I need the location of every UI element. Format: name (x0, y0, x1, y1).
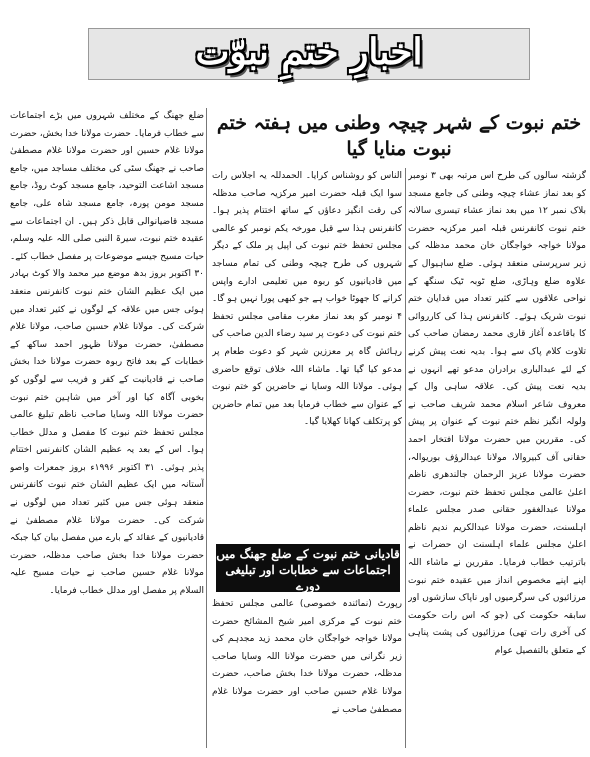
masthead-banner (88, 28, 530, 80)
article-headline: ختم نبوت کے شہر چیچہ وطنی میں ہفتہ ختم نبوت منایا گیا (216, 112, 582, 160)
column-divider (206, 108, 207, 748)
masthead-title: اخبارِ ختمِ نبوّت (195, 31, 423, 73)
article-column-middle (212, 168, 402, 538)
subheadline-box: قادیانی ختم نبوت کے ضلع جھنگ میں اجتماعات سے خطابات اور تبلیغی دورے (216, 544, 400, 592)
article-column-middle-lower (212, 596, 402, 746)
article-column-left (10, 108, 204, 748)
article-text: رپورٹ (نمائندہ خصوصی) عالمی مجلس تحفظ ختم نبوت کے مرکزی امیر شیخ المشائخ حضرت مولانا خواجہ خواجگان خان محمد زید مجدہم کی زیر نگرانی میں حضرت مولانا اللہ وسایا صاحب مدظلہ، حضرت مولانا خدا بخش صاحب، حضرت مولانا غلام حسین صاحب اور حضرت مولانا غلام مصطفیٰ صاحب نے (212, 599, 402, 715)
article-text: الناس کو روشناس کرایا۔ الحمدللہ یہ اجلاس رات سوا ایک قبلہ حضرت امیر مرکزیہ صاحب مدظلہ کی رقت انگیز دعاؤں کے ساتھ اختتام پذیر ہوا۔ کانفرنس ہذا سے قبل مورخہ یکم نومبر کو عالمی مجلس تحفظ ختم نبوت کی اپیل پر ملک کے دیگر شہروں کی طرح چیچہ وطنی کی تمام مساجد میں قادیانیوں کو ربوہ میں تعلیمی ادارے واپس کرانے کا جھوٹا خواب ہے جو کبھی پورا نہیں ہو گا۔ ۴ نومبر کو بعد نماز مغرب مقامی مجلس تحفظ ختم نبوت کی دعوت پر سید رضاء الدین صاحب کی رہائش گاہ پر معززین شہر کو دعوت طعام پر مدعو کیا گیا تھا۔ ماشاء اللہ خلاف توقع حاضری ہوئی۔ مولانا اللہ وسایا نے حاضرین کو ختم نبوت کے عنوان سے خطاب فرمایا بعد میں تمام حاضرین کو پرتکلف کھانا کھلایا گیا۔ (212, 171, 402, 428)
column-divider (405, 168, 406, 748)
article-text: گزشتہ سالوں کی طرح اس مرتبہ بھی ۳ نومبر کو بعد نماز عشاء چیچہ وطنی کی جامع مسجد بلاک نمبر ۱۲ میں بعد نماز عشاء تیسری سالانہ ختم نبوت کانفرنس قبلہ امیر مرکزیہ حضرت مولانا خواجہ خواجگان خان محمد مدظلہ کی زیر سرپرستی منعقد ہوئی۔ ضلع ساہیوال کے علاوہ ضلع وہاڑی، ضلع ٹوبہ ٹیک سنگھ کے نواحی علاقوں سے کثیر تعداد میں فدایان ختم نبوت شریک ہوئے۔ کانفرنس ہذا کی کارروائی کا باقاعدہ آغاز قاری محمد رمضان صاحب کی تلاوت کلام پاک سے ہوا۔ بدیہ نعت پیش کرنے کے لئے عبدالباری برادران مدعو تھے انہوں نے بدیہ نعت پیش کی۔ علاقہ ساہی وال کے معروف شاعر اسلام محمد شریف صاحب نے ولولہ انگیز نظم ختم نبوت کے عنوان پر پیش کی۔ مقررین میں حضرت مولانا افتخار احمد حقانی آف کبیروالا، مولانا عبدالرؤف بوریوالہ، حضرت مولانا عزیز الرحمان جالندھری ناظم اعلیٰ عالمی مجلس تحفظ ختم نبوت، حضرت مولانا عبدالغفور حقانی صدر مجلس علماء اہلسنت، حضرت مولانا عبدالکریم ندیم ناظم اعلیٰ مجلس علماء اہلسنت ان حضرات نے باترتیب خطاب فرمایا۔ مقررین نے ماشاء اللہ اپنے اپنے مخصوص انداز میں عقیدہ ختم نبوت مرزائیوں کی سرگرمیوں اور ناپاک سازشوں اور سابقہ حکومت کی (جو کہ اس رات حکومت کی آخری رات تھی) مرزائیوں کی پشت پناہی کے متعلق بالتفصیل عوام (408, 171, 586, 657)
article-text: ضلع جھنگ کے مختلف شہروں میں بڑے اجتماعات سے خطاب فرمایا۔ حضرت مولانا خدا بخش، حضرت مولانا غلام حسین اور حضرت مولانا غلام مصطفیٰ صاحب نے جھنگ سٹی کی مختلف مساجد میں، جامع مسجد اشاعت التوحید، جامع مسجد کوٹ روڈ، جامع مسجد مومن پورہ، جامع مسجد شاہ علی، جامع مسجد قاضیانوالی قابل ذکر ہیں۔ ان اجتماعات سے عقیدہ ختم نبوت، سیرۃ النبی صلی اللہ علیہ وسلم، حیات مسیح جیسے موضوعات پر مفصل خطاب کئے۔ ۳۰ اکتوبر بروز بدھ موضع میر محمد والا کوٹ بہادر میں ایک عظیم الشان ختم نبوت کانفرنس منعقد ہوئی جس میں علاقہ کے لوگوں نے کثیر تعداد میں شرکت کی۔ مولانا غلام حسین صاحب، مولانا غلام مصطفیٰ، حضرت مولانا ظہور احمد ساکھ کے خطابات کے بعد فاتح ربوہ حضرت مولانا خدا بخش صاحب نے قادیانیت کے کفر و فریب سے لوگوں کو بخوبی آگاہ کیا اور آخر میں شاہین ختم نبوت حضرت مولانا اللہ وسایا صاحب ناظم تبلیغ عالمی مجلس تحفظ ختم نبوت کا مفصل و مدلل خطاب ہوا۔ اس کے بعد یہ عظیم الشان کانفرنس اختتام پذیر ہوئی۔ ۳۱ اکتوبر ۱۹۹۶ء بروز جمعرات واصو آستانہ میں ایک عظیم الشان ختم نبوت کانفرنس منعقد ہوئی جس میں کثیر تعداد میں لوگوں نے شرکت کی۔ حضرت مولانا غلام مصطفیٰ نے قادیانیوں کے عقائد کے بارے میں مفصل بیان کیا جبکہ حضرت مولانا خدا بخش صاحب مدظلہ، حضرت مولانا غلام حسین صاحب نے حیات مسیح علیہ السلام پر مفصل اور مدلل خطاب فرمایا۔ (10, 111, 204, 597)
article-column-right (408, 168, 586, 748)
